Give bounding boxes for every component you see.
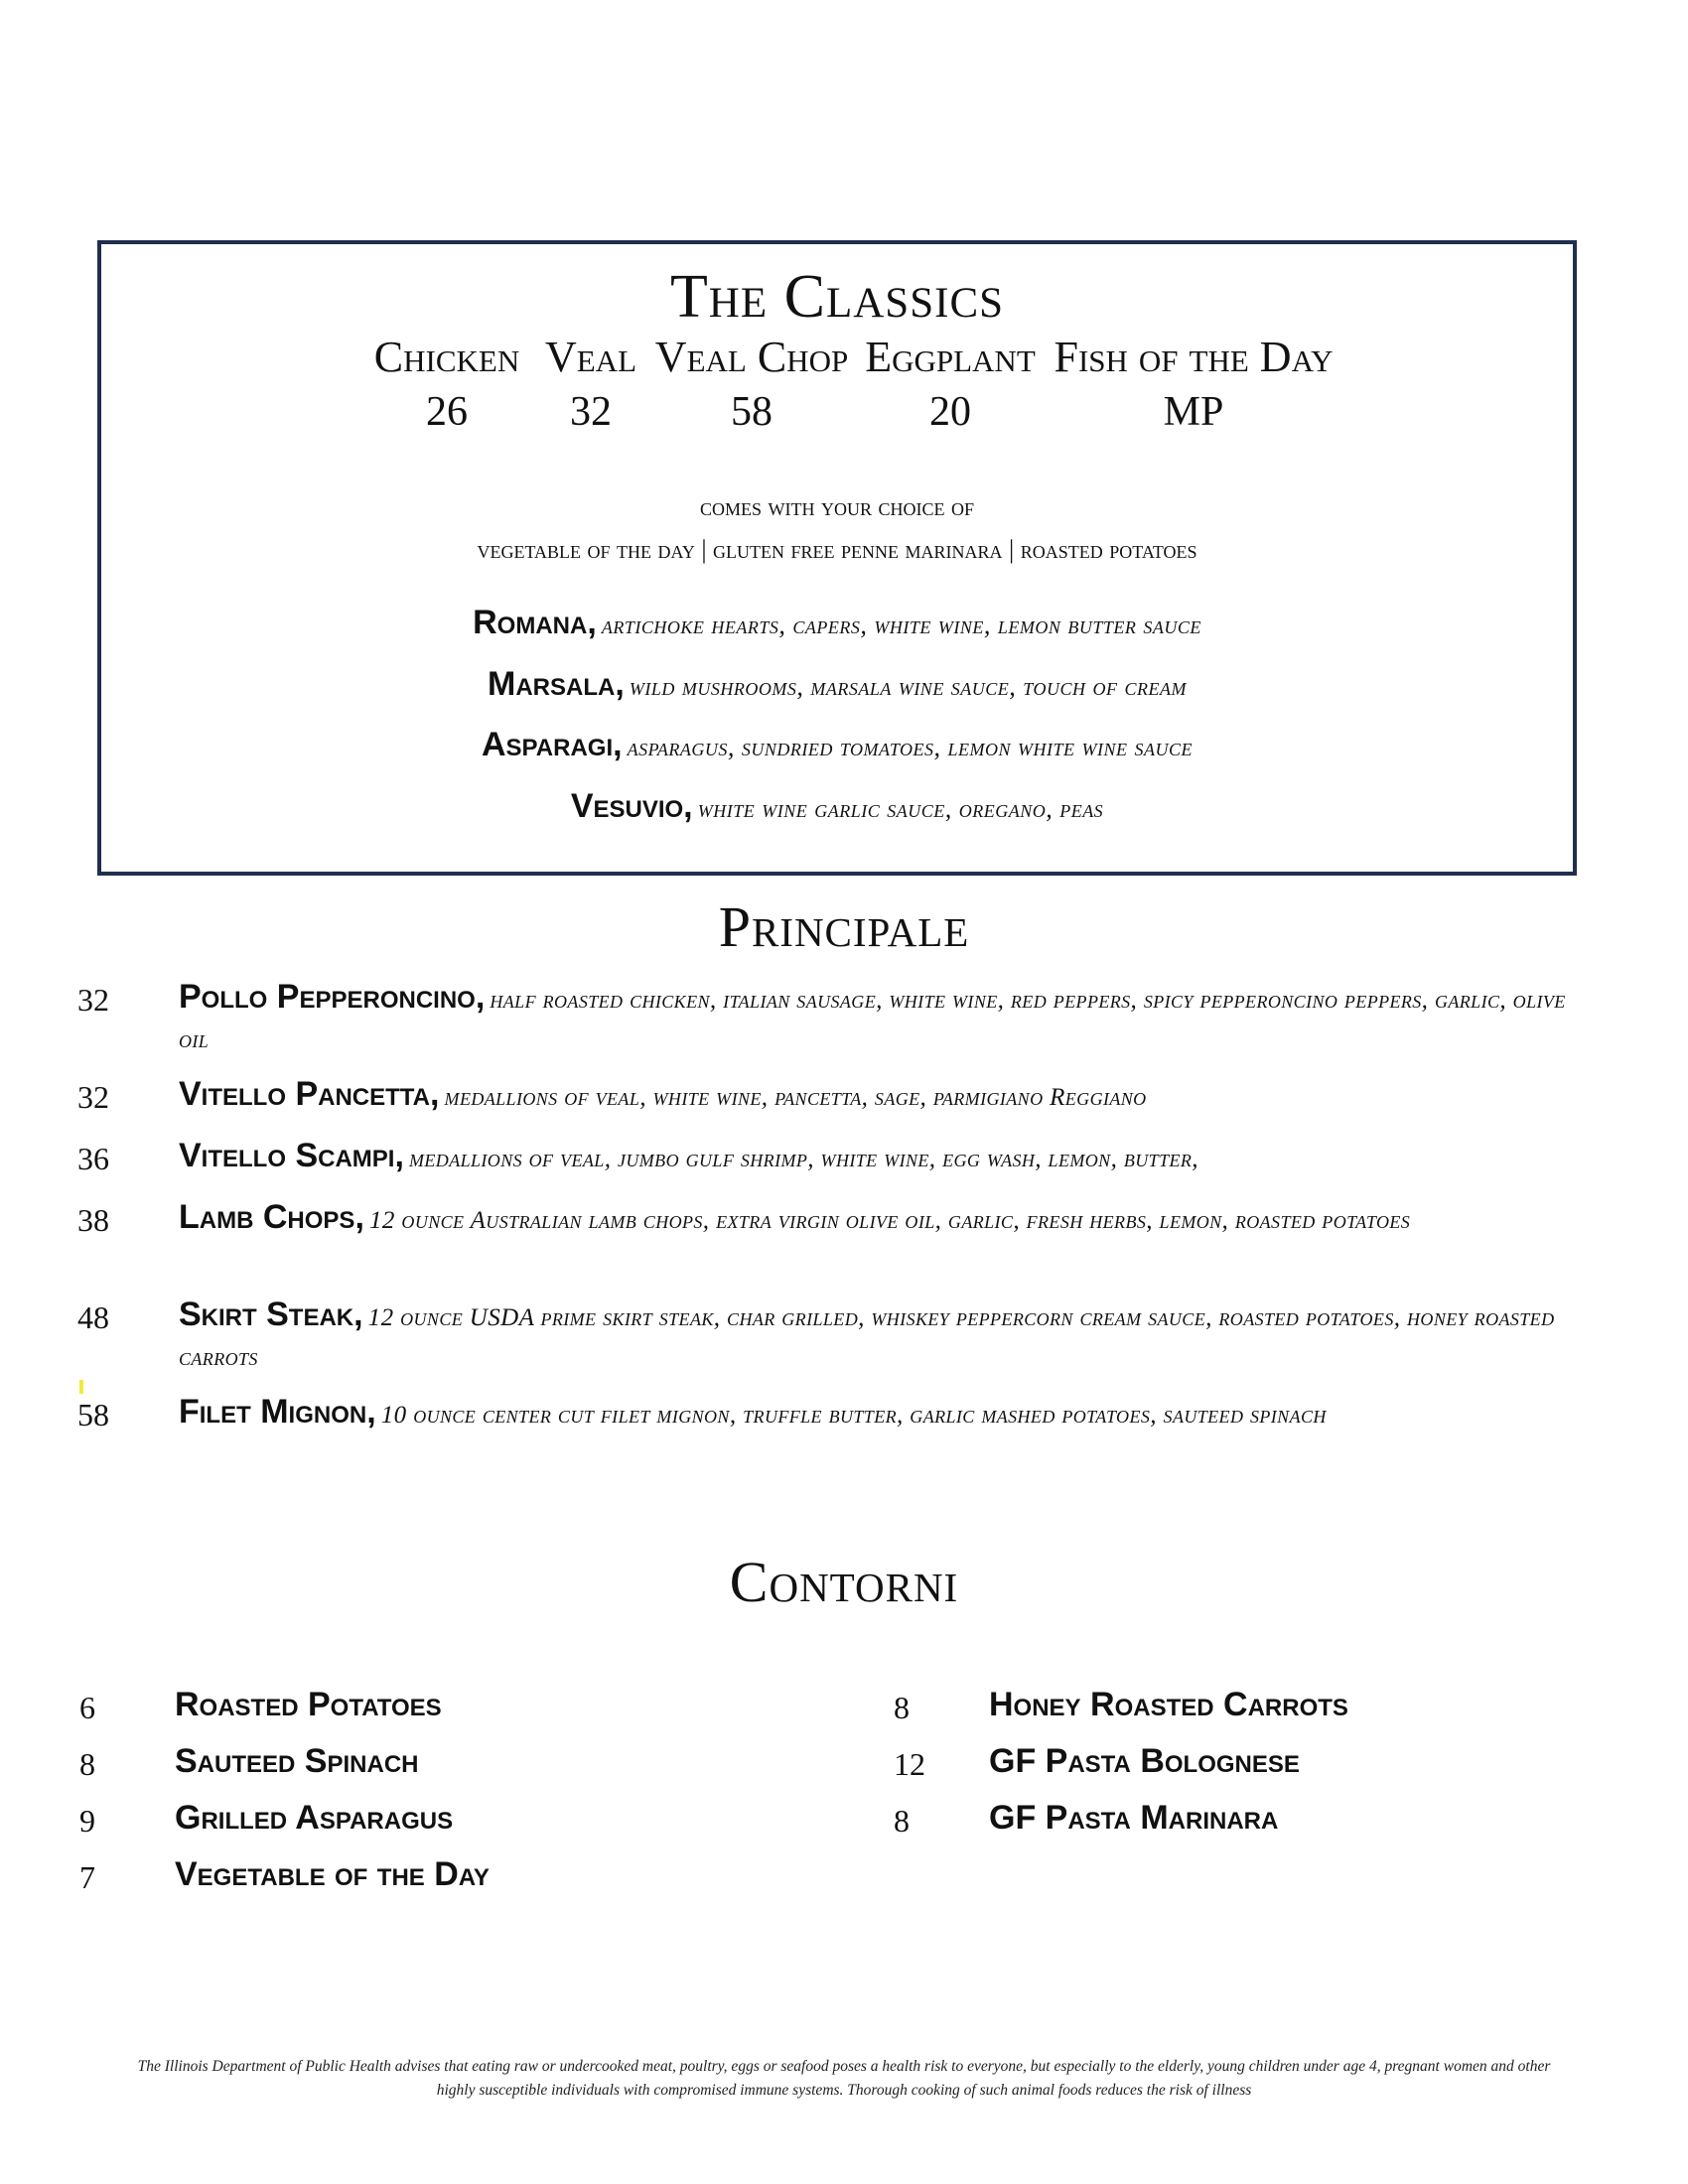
preparation-name: Marsala, <box>488 665 625 703</box>
entree-item <box>77 1137 1587 1180</box>
preparation-desc: white wine garlic sauce, oregano, peas <box>697 794 1104 823</box>
side-price: 6 <box>79 1690 95 1725</box>
entree-name: Filet Mignon, <box>179 1393 376 1431</box>
principale-title: Principale <box>718 894 970 959</box>
health-disclaimer <box>60 2055 1628 2103</box>
protein-name: Veal <box>544 333 637 381</box>
entree-name: Lamb Chops, <box>179 1198 364 1236</box>
entree-item <box>77 1393 1587 1436</box>
preparation-name: Vesuvio, <box>570 787 693 825</box>
preparation-asparagi <box>101 726 1573 764</box>
entree-desc: half roasted chicken, italian sausage, white wine, red peppers, spicy pepperoncino peppers, garlic, olive oil <box>179 987 1566 1053</box>
side-price: 7 <box>79 1859 95 1895</box>
entree-price: 32 <box>77 1079 109 1115</box>
entree-price: 48 <box>77 1299 109 1335</box>
side-name: Grilled Asparagus <box>175 1799 454 1837</box>
protein-price: MP <box>1163 389 1224 435</box>
entree-desc: medallions of veal, jumbo gulf shrimp, white wine, egg wash, lemon, butter, <box>409 1146 1198 1172</box>
protein-price: 32 <box>570 389 612 435</box>
entree-price: 32 <box>77 982 109 1018</box>
entree-name: Vitello Scampi, <box>179 1137 404 1174</box>
protein-name: Chicken <box>373 333 520 381</box>
preparation-romana <box>101 604 1573 642</box>
highlight-marker <box>79 1380 83 1394</box>
entree-item <box>77 1075 1587 1119</box>
protein-veal-chop <box>652 332 851 436</box>
entree-name: Skirt Steak, <box>179 1296 363 1333</box>
side-name: Roasted Potatoes <box>175 1686 442 1723</box>
protein-price: 26 <box>426 389 468 435</box>
entree-item <box>77 1198 1587 1242</box>
side-price: 9 <box>79 1803 95 1839</box>
protein-eggplant <box>861 332 1040 436</box>
protein-price: 20 <box>929 389 971 435</box>
choice-options: vegetable of the day | gluten free penne marinara | roasted potatoes <box>477 535 1197 564</box>
protein-fish-of-the-day <box>1050 332 1337 436</box>
side-name: Vegetable of the Day <box>175 1855 490 1893</box>
side-name: Honey Roasted Carrots <box>989 1686 1348 1723</box>
protein-name: Fish of the Day <box>1054 333 1334 381</box>
protein-price: 58 <box>731 389 773 435</box>
entree-desc: medallions of veal, white wine, pancetta, sage, parmigiano Reggiano <box>444 1084 1147 1111</box>
entree-item <box>77 1296 1587 1379</box>
protein-name: Eggplant <box>865 333 1036 381</box>
protein-veal <box>536 332 645 436</box>
preparation-desc: asparagus, sundried tomatoes, lemon white wine sauce <box>627 733 1193 761</box>
disclaimer-line-2: highly susceptible individuals with compromised immune systems. Thorough cooking of such animal foods reduces the risk of illness <box>436 2082 1252 2099</box>
entree-desc: 10 ounce center cut filet mignon, truffle butter, garlic mashed potatoes, sauteed spinach <box>380 1402 1327 1429</box>
preparation-desc: artichoke hearts, capers, white wine, lemon butter sauce <box>601 611 1201 639</box>
entree-price: 58 <box>77 1397 109 1433</box>
preparation-vesuvio <box>101 787 1573 826</box>
protein-chicken <box>367 332 526 436</box>
protein-name: Veal Chop <box>654 333 849 381</box>
contorni-title: Contorni <box>729 1550 959 1614</box>
choice-intro: comes with your choice of <box>699 492 974 521</box>
preparation-name: Romana, <box>473 604 597 641</box>
classics-title: The Classics <box>669 263 1005 331</box>
classics-box <box>97 240 1577 876</box>
side-price: 8 <box>894 1690 910 1725</box>
preparation-marsala <box>101 665 1573 704</box>
entree-price: 36 <box>77 1141 109 1176</box>
disclaimer-line-1: The Illinois Department of Public Health advises that eating raw or undercooked meat, poultry, eggs or seafood poses a health risk to everyone, but especially to the elderly, young children under age 4, pregnant women and other <box>137 2058 1551 2075</box>
preparation-name: Asparagi, <box>482 726 623 763</box>
side-name: Sauteed Spinach <box>175 1742 419 1780</box>
side-name: GF Pasta Bolognese <box>989 1742 1300 1780</box>
entree-desc: 12 ounce Australian lamb chops, extra virgin olive oil, garlic, fresh herbs, lemon, roasted potatoes <box>368 1207 1411 1234</box>
side-name: GF Pasta Marinara <box>989 1799 1279 1837</box>
entree-item <box>77 978 1587 1061</box>
side-price: 8 <box>894 1803 910 1839</box>
preparation-desc: wild mushrooms, marsala wine sauce, touch of cream <box>629 672 1187 701</box>
entree-price: 38 <box>77 1202 109 1238</box>
side-price: 12 <box>894 1746 925 1782</box>
side-price: 8 <box>79 1746 95 1782</box>
entree-name: Pollo Pepperoncino, <box>179 978 486 1016</box>
entree-name: Vitello Pancetta, <box>179 1075 440 1113</box>
entree-desc: 12 ounce USDA prime skirt steak, char grilled, whiskey peppercorn cream sauce, roasted potatoes, honey roasted carrots <box>179 1304 1555 1371</box>
